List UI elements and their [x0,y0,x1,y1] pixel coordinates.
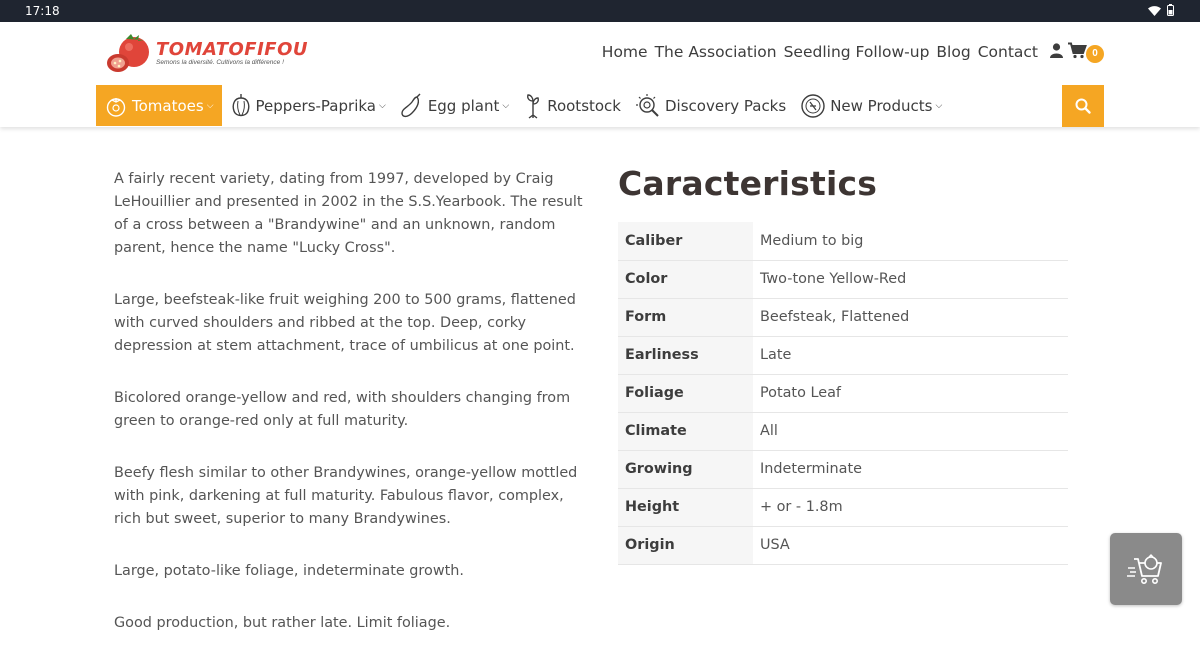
battery-icon [1167,4,1174,16]
cart-icon[interactable] [1068,42,1086,59]
rootstock-icon [523,93,543,119]
user-icon[interactable] [1050,43,1063,58]
table-row [618,222,1068,260]
characteristic-key: Form [618,298,753,336]
site-header [0,22,1200,127]
nav-item-rootstock[interactable] [515,85,627,126]
new-products-icon [800,93,826,119]
characteristic-key: Growing [618,450,753,488]
nav-item-label: Tomatoes [132,96,204,115]
characteristic-key: Caliber [618,222,753,260]
nav-item-label: New Products [830,96,933,115]
characteristic-value: All [753,412,1068,450]
table-row [618,298,1068,336]
logo-name: TOMATOFIFOU [156,38,308,60]
search-button[interactable] [1062,85,1104,127]
tomato-icon [104,94,128,118]
site-logo[interactable] [104,30,308,76]
characteristic-value: Beefsteak, Flattened [753,298,1068,336]
status-time: 17:18 [25,4,60,18]
description-paragraph: Good production, but rather late. Limit foliage. [114,615,451,631]
cart-count-badge: 0 [1086,45,1104,63]
nav-item-discovery-packs[interactable] [627,85,792,126]
characteristic-key: Foliage [618,374,753,412]
characteristics-title: Caracteristics [618,164,878,203]
shopping-cart-icon [1126,549,1166,589]
search-icon [1075,98,1091,114]
characteristic-value: + or - 1.8m [753,488,1068,526]
chevron-down-icon: ⌵ [935,100,943,111]
discovery-icon [635,93,661,119]
nav-item-label: Discovery Packs [665,96,787,115]
logo-tagline: Semons la diversité. Cultivons la différence ! [156,58,284,66]
description-paragraph: Large, potato-like foliage, indeterminate growth. [114,563,464,579]
nav-item-label: Egg plant [427,96,500,115]
characteristic-value: Medium to big [753,222,1068,260]
description-paragraph: Bicolored orange-yellow and red, with shoulders changing from green to orange-red only at full maturity. [114,390,571,429]
characteristic-value: Potato Leaf [753,374,1068,412]
nav-item-peppers-paprika[interactable] [222,85,392,126]
chevron-down-icon: ⌵ [378,100,386,111]
nav-item-egg-plant[interactable] [392,85,515,126]
characteristic-value: Indeterminate [753,450,1068,488]
top-nav-blog[interactable]: Blog [936,43,971,61]
floating-cart-button[interactable] [1110,533,1182,605]
eggplant-icon [400,93,424,119]
table-row [618,412,1068,450]
nav-item-label: Peppers-Paprika [255,96,376,115]
description-paragraph: A fairly recent variety, dating from 1997, developed by Craig LeHouillier and presented in 2002 in the S.S.Yearbook. The result of a cross between a "Brandywine" and an unknown, random parent, hence the name "Lucky Cross". [114,171,583,256]
nav-item-label: Rootstock [547,96,621,115]
description-paragraph: Large, beefsteak-like fruit weighing 200 to 500 grams, flattened with curved shoulders and ribbed at the top. Deep, corky depression at stem attachment, trace of umbilicus at one point. [114,292,576,354]
table-row [618,336,1068,374]
pepper-icon [230,93,252,119]
main-nav [96,85,948,126]
top-nav [602,43,1038,61]
characteristic-value: Late [753,336,1068,374]
status-bar [0,0,1200,22]
wifi-icon [1148,5,1161,16]
top-nav-home[interactable]: Home [601,43,648,61]
table-row [618,450,1068,488]
top-nav-contact[interactable]: Contact [977,43,1038,61]
product-description [114,168,586,664]
table-row [618,374,1068,412]
characteristic-value: Two-tone Yellow-Red [753,260,1068,298]
characteristic-key: Climate [618,412,753,450]
characteristic-key: Earliness [618,336,753,374]
chevron-down-icon: ⌵ [502,100,510,111]
nav-item-tomatoes[interactable] [96,85,222,126]
table-row [618,526,1068,564]
characteristic-key: Color [618,260,753,298]
description-paragraph: Beefy flesh similar to other Brandywines, orange-yellow mottled with pink, darkening at full maturity. Fabulous flavor, complex, rich but sweet, superior to many Brandywines. [114,465,578,527]
top-nav-seedling-follow-up[interactable]: Seedling Follow-up [783,43,930,61]
table-row [618,488,1068,526]
nav-item-new-products[interactable] [792,85,948,126]
characteristics-table [618,222,1068,565]
top-nav-association[interactable]: The Association [654,43,777,61]
chevron-down-icon: ⌵ [206,100,214,111]
tomato-logo-icon [104,30,152,76]
characteristic-key: Origin [618,526,753,564]
table-row [618,260,1068,298]
characteristic-value: USA [753,526,1068,564]
status-icons [1148,4,1174,16]
characteristic-key: Height [618,488,753,526]
